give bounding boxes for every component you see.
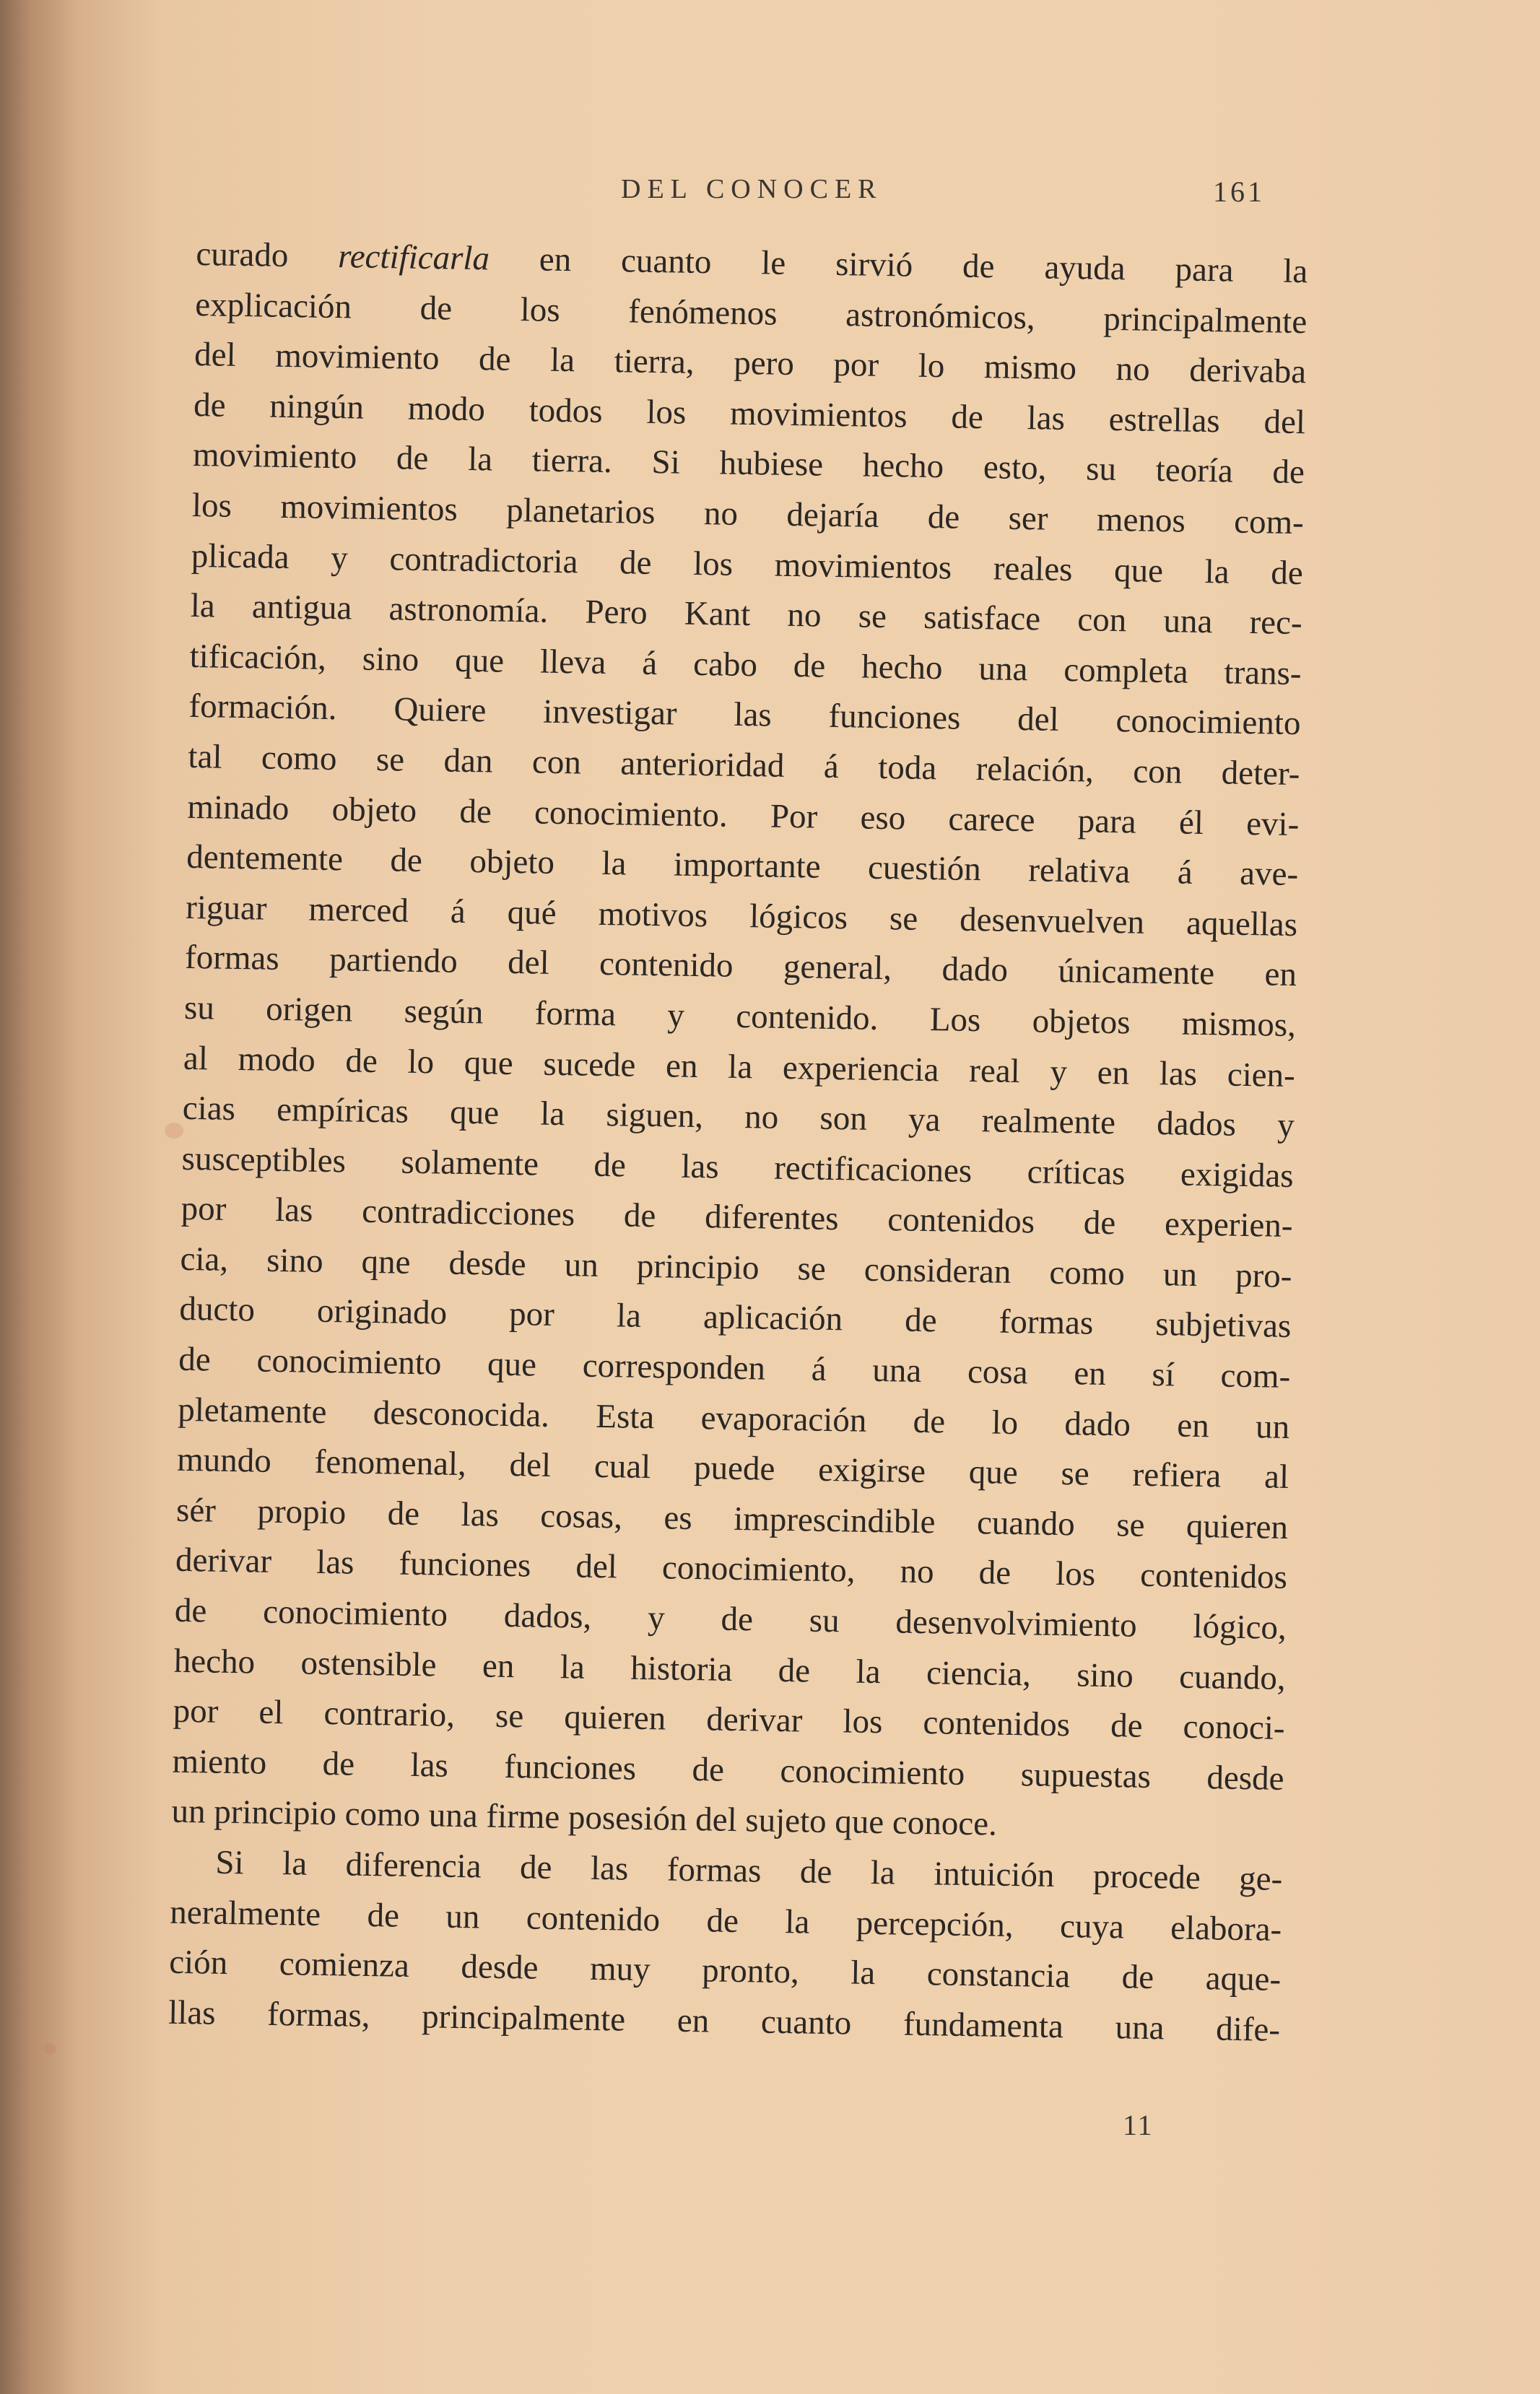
- text-line: del movimiento de la tierra, pero por lo mismo no derivaba: [193, 336, 1307, 391]
- text-line: formas partiendo del contenido general, dado únicamente en: [184, 939, 1297, 994]
- text-line: neralmente de un contenido de la percepción, cuya elabora-: [169, 1893, 1282, 1949]
- body-text: [168, 230, 1308, 2055]
- running-title: DEL CONOCER: [621, 174, 883, 204]
- text-line: ducto originado por la aplicación de formas subjetivas: [179, 1290, 1292, 1346]
- text-line: tificación, sino que lleva á cabo de hecho una completa trans-: [189, 637, 1302, 692]
- text-line: de conocimiento dados, y de su desenvolvimiento lógico,: [174, 1591, 1287, 1647]
- signature-mark: 11: [1123, 2109, 1154, 2141]
- paper-stain: [165, 1123, 183, 1139]
- text-line: movimiento de la tierra. Si hubiese hecho esto, su teoría de: [192, 436, 1305, 492]
- page-number: 161: [1213, 175, 1265, 208]
- text-line: pletamente desconocida. Esta evaporación de lo dado en un: [177, 1390, 1290, 1446]
- text-line: por las contradicciones de diferentes contenidos de experien-: [180, 1190, 1293, 1245]
- text-line: Si la diferencia de las formas de la intuición procede ge-: [215, 1843, 1283, 1898]
- text-line: derivar las funciones del conocimiento, no de los contenidos: [175, 1541, 1288, 1597]
- text-line: sér propio de las cosas, es imprescindible cuando se quieren: [175, 1491, 1289, 1546]
- text-line: formación. Quiere investigar las funciones del conocimiento: [188, 687, 1301, 743]
- text-line: plicada y contradictoria de los movimientos reales que la de: [191, 536, 1304, 592]
- text-line: al modo de lo que sucede en la experiencia real y en las cien-: [183, 1039, 1296, 1094]
- text-line: tal como se dan con anterioridad á toda relación, con deter-: [188, 737, 1300, 793]
- text-line: minado objeto de conocimiento. Por eso carece para él evi-: [187, 788, 1300, 843]
- text-line: mundo fenomenal, del cual puede exigirse que se refiera al: [176, 1441, 1289, 1497]
- text-line: cias empíricas que la siguen, no son ya realmente dados y: [182, 1089, 1295, 1145]
- text-line: de ningún modo todos los movimientos de las estrellas del: [193, 386, 1306, 441]
- text-line: ción comienza desde muy pronto, la constancia de aque-: [168, 1943, 1282, 1999]
- paper-stain: [43, 2043, 56, 2055]
- text-line: riguar merced á qué motivos lógicos se desenvuelven aquellas: [185, 888, 1298, 944]
- text-line: la antigua astronomía. Pero Kant no se satisface con una rec-: [190, 587, 1303, 643]
- text-line: hecho ostensible en la historia de la ciencia, sino cuando,: [173, 1642, 1287, 1697]
- text-line: un principio como una firme posesión del sujeto que conoce.: [171, 1793, 998, 1844]
- text-line: susceptibles solamente de las rectificaciones críticas exigidas: [181, 1139, 1295, 1195]
- text-line: cia, sino qne desde un principio se consideran como un pro-: [180, 1240, 1292, 1295]
- text-line: los movimientos planetarios no dejaría de ser menos com-: [191, 486, 1305, 542]
- text-line: explicación de los fenómenos astronómicos, principalmente: [194, 285, 1308, 341]
- text-line: por el contrario, se quieren derivar los contenidos de conoci-: [173, 1692, 1285, 1748]
- text-line: su origen según forma y contenido. Los objetos mismos,: [183, 988, 1297, 1044]
- text-line: llas formas, principalmente en cuanto fundamenta una dife-: [168, 1993, 1281, 2049]
- text-line: de conocimiento que corresponden á una cosa en sí com-: [178, 1340, 1291, 1396]
- running-head: [0, 173, 1540, 217]
- text-line: miento de las funciones de conocimiento supuestas desde: [172, 1742, 1284, 1798]
- text-line: dentemente de objeto la importante cuestión relativa á ave-: [186, 838, 1299, 894]
- emphasized-word: rectificarla: [337, 238, 490, 278]
- text-line: curado rectificarla en cuanto le sirvió de ayuda para la: [196, 235, 1308, 291]
